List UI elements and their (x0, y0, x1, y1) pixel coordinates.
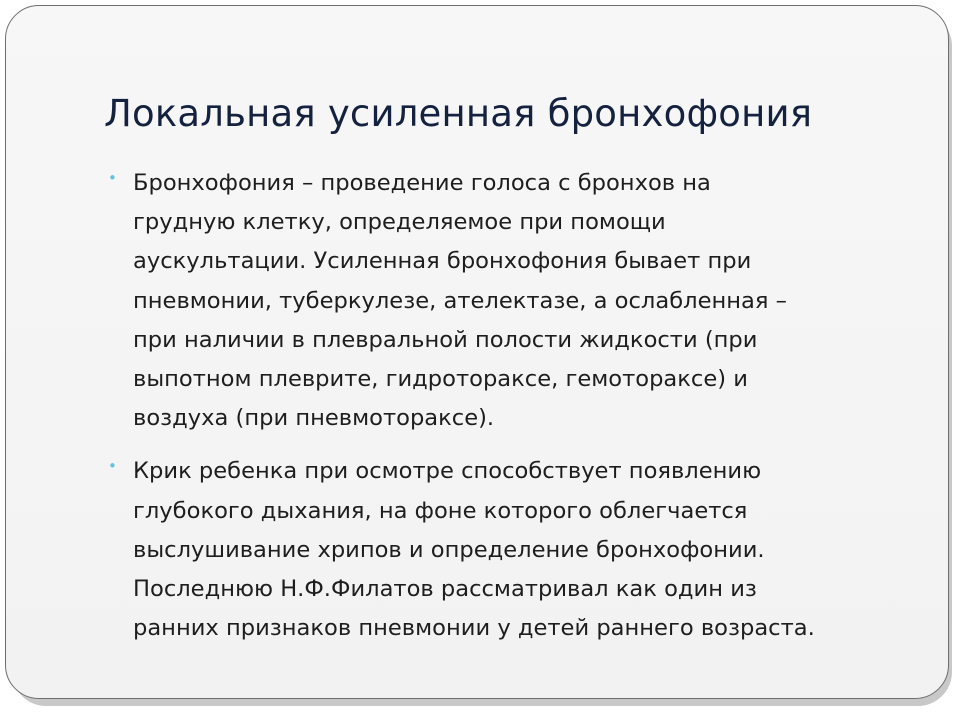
bullet-list (106, 164, 896, 662)
bullet-item-bronchophony-definition (106, 164, 896, 438)
bullet-text-line: глубокого дыхания, на фоне которого облегчается (133, 497, 748, 524)
bullet-text-line: ранних признаков пневмонии у детей раннего возраста. (133, 615, 815, 642)
bullet-text-line: Бронхофония – проведение голоса с бронхов на (133, 170, 711, 196)
bullet-item-child-cry (106, 452, 896, 648)
bullet-text-line: при наличии в плевральной полости жидкости (при (133, 326, 758, 353)
bullet-text-line: грудную клетку, определяемое при помощи (133, 209, 666, 236)
bullet-text-line: Последнюю Н.Ф.Филатов рассматривал как один из (133, 576, 757, 603)
slide-title: Локальная усиленная бронхофония (104, 92, 813, 135)
bullet-text-line: воздуха (при пневмотораксе). (133, 405, 495, 432)
bullet-text-line: Крик ребенка при осмотре способствует появлению (133, 458, 762, 485)
bullet-icon: • (108, 457, 117, 476)
bullet-text-line: аускультации. Усиленная бронхофония бывает при (133, 248, 752, 275)
bullet-text-line: выслушивание хрипов и определение бронхофонии. (133, 536, 765, 563)
slide-frame (5, 5, 949, 699)
bullet-text-line: выпотном плеврите, гидротораксе, гемотораксе) и (133, 366, 748, 393)
bullet-icon: • (108, 169, 117, 187)
bullet-text-line: пневмонии, туберкулезе, ателектазе, а ослабленная – (133, 287, 787, 314)
